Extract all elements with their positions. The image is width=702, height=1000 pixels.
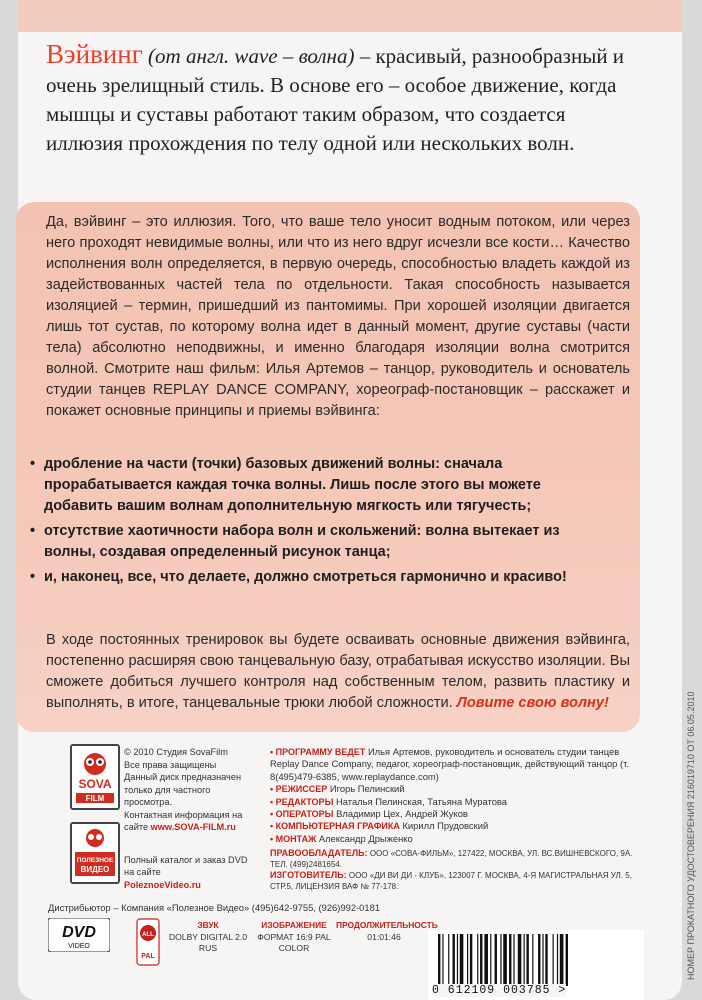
contact-line <box>124 809 254 834</box>
credit-row <box>270 796 650 808</box>
barcode-stripe <box>470 934 472 986</box>
legal-block <box>270 848 650 892</box>
dvd-logo-text: DVD <box>62 924 96 941</box>
credit-role: • КОМПЬЮТЕРНАЯ ГРАФИКА <box>270 821 400 832</box>
closing-paragraph: В ходе постоянных тренировок вы будете осваивать основные движения вэйвинга, постепенно расширяя свою танцевальную базу, отрабатывая искусство изоляции. Вы сможете добиться лучшего контроля над собственным телом, развить пластику и выполнять, в итоге, танцевальные трюки любой сложности. <box>46 632 630 711</box>
maker-line <box>270 870 650 892</box>
contact-label: Контактная информация на сайте <box>124 809 243 832</box>
credit-row <box>270 808 650 820</box>
barcode-stripe <box>484 934 488 986</box>
region-pal-icon <box>136 918 160 966</box>
barcode-stripe <box>500 934 501 986</box>
barcode-stripe <box>480 934 482 986</box>
barcode-stripe <box>513 934 514 986</box>
feature-item: • и, наконец, все, что делаете, должно смотреться гармонично и красиво! <box>30 567 610 588</box>
certificate-number: НОМЕР ПРОКАТНОГО УДОСТОВЕРЕНИЯ 216019710 ОТ 06.05.2010 <box>686 691 696 980</box>
barcode-stripe <box>448 934 449 986</box>
barcode-stripe <box>477 934 478 986</box>
duration-info <box>336 920 438 943</box>
copyright-block <box>124 746 254 891</box>
film-logo-text: FILM <box>85 794 105 803</box>
barcode-stripe <box>467 934 468 986</box>
credit-value: Игорь Пелинский <box>329 783 405 795</box>
intro-paragraph <box>46 40 626 158</box>
top-band <box>18 0 682 32</box>
region-all-text: ALL <box>142 932 154 938</box>
credit-value: Александр Дрыженко <box>318 832 413 844</box>
barcode-stripe <box>495 934 497 986</box>
brand-origin: (от англ. wave – волна) <box>148 44 355 68</box>
credit-role: • РЕДАКТОРЫ <box>270 796 334 807</box>
barcode-stripe <box>509 934 511 986</box>
credit-role: • ОПЕРАТОРЫ <box>270 809 334 820</box>
barcode-stripe <box>538 934 540 986</box>
credits-block <box>270 746 650 845</box>
maker-value: ООО «ДИ ВИ ДИ - КЛУБ», 123007 Г. МОСКВА, 4-Я МАГИСТРАЛЬНАЯ УЛ. 5, СТР.5, ЛИЦЕНЗИЯ ВАФ № 77-178. <box>270 871 632 891</box>
feature-item: • отсутствие хаотичности набора волн и скольжений: волна вытекает из волны, создавая определенный рисунок танца; <box>30 521 610 563</box>
barcode-stripe <box>557 934 558 986</box>
credit-value: Илья Артемов, руководитель и основатель студии танцев Replay Dance Company, педагог, хореограф-постановщик, действующий танцор (т. 8(495)479-6385, www.replaydance.com) <box>270 746 629 782</box>
barcode-stripe <box>526 934 528 986</box>
sound-info <box>168 920 248 955</box>
duration-label: ПРОДОЛЖИТЕЛЬНОСТЬ <box>336 920 438 930</box>
feature-item: • дробление на части (точки) базовых движений волны: сначала прорабатывается каждая точка волны. Лишь после этого вы можете добавить вашим волнам дополнительную мягкость или тягучесть; <box>30 454 610 517</box>
credit-row <box>270 746 650 783</box>
barcode-stripe <box>566 934 568 986</box>
duration-value: 01:01:46 <box>367 931 401 942</box>
owner-label: ПРАВООБЛАДАТЕЛЬ: <box>270 848 368 858</box>
sound-label: ЗВУК <box>197 920 219 930</box>
barcode-stripe <box>518 934 522 986</box>
sova-film-logo <box>70 744 120 810</box>
owner-line <box>270 848 650 870</box>
credit-value: Владимир Цех, Андрей Жуков <box>336 808 468 820</box>
barcode-stripe <box>524 934 525 986</box>
sound-value: DOLBY DIGITAL 2.0 RUS <box>168 931 248 953</box>
image-info <box>254 920 334 955</box>
image-value: ФОРМАТ 16:9 PAL COLOR <box>257 931 331 953</box>
barcode-stripe <box>457 934 458 986</box>
barcode-stripe <box>545 934 547 986</box>
pv-logo-bottom-text: ВИДЕО <box>80 865 110 874</box>
catalog-line: Полный каталог и заказ DVD на сайте <box>124 854 248 877</box>
catchphrase: Ловите свою волну! <box>456 695 609 711</box>
credit-row <box>270 833 650 845</box>
image-label: ИЗОБРАЖЕНИЕ <box>261 920 327 930</box>
closing-text <box>46 630 630 714</box>
dvd-video-logo <box>48 918 110 952</box>
barcode-stripe <box>442 934 443 986</box>
sova-logo-text: SOVA <box>78 777 112 791</box>
feature-list <box>30 454 610 592</box>
certificate-vertical-text <box>686 600 702 980</box>
credit-row <box>270 783 650 795</box>
credit-role: • МОНТАЖ <box>270 833 317 844</box>
credit-role: • ПРОГРАММУ ВЕДЕТ <box>270 747 366 757</box>
credit-value: Наталья Пелинская, Татьяна Муратова <box>335 795 507 807</box>
credit-row <box>270 820 650 832</box>
copyright-line: © 2010 Студия SovaFilm <box>124 747 228 757</box>
dvd-logo-sub: VIDEO <box>68 943 90 950</box>
poleznoe-video-logo <box>70 822 120 884</box>
barcode-stripe <box>560 934 564 986</box>
brand-title: Вэйвинг <box>46 39 143 69</box>
description-text: Да, вэйвинг – это иллюзия. Того, что ваше тело уносит водным потоком, или через него проходят невидимые волны, или что из него вдруг исчезли все кости… Качество исполнения волн определяется, в первую очередь, способностью владеть каждой из задействованных частей тела по отдельности. Такая способность называется изоляцией – термин, пришедший из пантомимы. При хорошей изоляции двигается лишь тот сустав, по которому волна идет в данный момент, другие суставы (части тела) абсолютно неподвижны, и именно благодаря изоляции волна смотрится волной. Смотрите наш фильм: Илья Артемов – танцор, руководитель и основатель студии танцев REPLAY DANCE COMPANY, хореограф-постановщик – расскажет и покажет основные принципы и приемы вэйвинга: <box>46 214 630 419</box>
distributor-line: Дистрибьютор – Компания «Полезное Видео» (495)642-9755, (926)992-0181 <box>48 902 381 913</box>
owner-value: ООО «СОВА-ФИЛЬМ», 127422, МОСКВА, УЛ. ВС.ВИШНЕВСКОГО, 9А. ТЕЛ. (499)2481654. <box>270 849 633 869</box>
barcode-stripe <box>532 934 533 986</box>
sova-site-link[interactable]: www.SOVA-FILM.ru <box>150 822 236 832</box>
barcode-stripe <box>490 934 491 986</box>
barcode-stripe <box>438 934 440 986</box>
barcode-number: 0 612109 003785 > <box>432 984 567 997</box>
barcode-stripe <box>553 934 554 986</box>
region-pal-text: PAL <box>141 953 155 960</box>
credit-role: • РЕЖИССЕР <box>270 784 328 795</box>
rights-line: Все права защищены <box>124 759 217 770</box>
credit-value: Кирилл Прудовский <box>402 820 489 832</box>
intro-text: – красивый, разнообразный и очень зрелищный стиль. В основе его – особое движение, когда мышцы и суставы работают таким образом, что создается иллюзия прохождения по телу одной или нескольких волн. <box>46 44 625 155</box>
catalog-site-link[interactable]: PoleznoeVideo.ru <box>124 879 201 890</box>
barcode-stripe <box>453 934 455 986</box>
maker-label: ИЗГОТОВИТЕЛЬ: <box>270 870 347 880</box>
barcode-stripe <box>503 934 507 986</box>
private-use-line: Данный диск предназначен только для частного просмотра. <box>124 772 242 807</box>
barcode-stripe <box>460 934 464 986</box>
pv-logo-top-text: ПОЛЕЗНОЕ <box>76 857 114 864</box>
barcode-stripe <box>542 934 543 986</box>
